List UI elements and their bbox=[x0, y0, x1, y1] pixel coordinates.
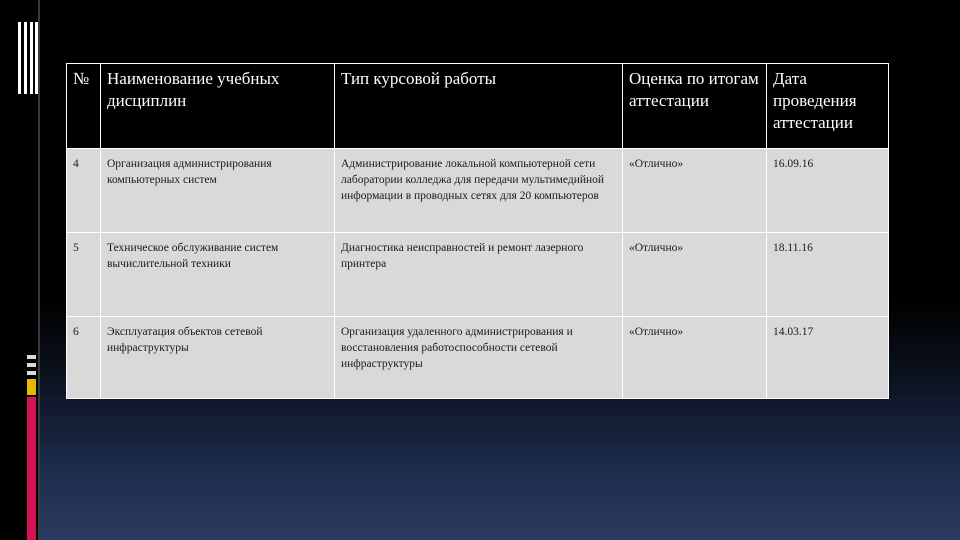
cell-number: 5 bbox=[67, 233, 101, 317]
cell-number: 6 bbox=[67, 317, 101, 399]
table-row bbox=[67, 149, 889, 233]
cell-work-type: Организация удаленного администрирования и восстановления работоспособности сетевой инфраструктуры bbox=[335, 317, 623, 399]
cell-discipline: Организация администрирования компьютерных систем bbox=[101, 149, 335, 233]
attestation-table bbox=[66, 63, 889, 399]
cell-date: 18.11.16 bbox=[767, 233, 889, 317]
cell-grade: «Отлично» bbox=[623, 317, 767, 399]
cell-date: 14.03.17 bbox=[767, 317, 889, 399]
cell-discipline: Эксплуатация объектов сетевой инфраструктуры bbox=[101, 317, 335, 399]
slide-left-border bbox=[38, 0, 40, 540]
decorative-stripes-top bbox=[18, 22, 38, 94]
cell-date: 16.09.16 bbox=[767, 149, 889, 233]
cell-discipline: Техническое обслуживание систем вычислительной техники bbox=[101, 233, 335, 317]
table-header-row bbox=[67, 64, 889, 149]
header-grade: Оценка по итогам аттестации bbox=[623, 64, 767, 149]
header-number: № bbox=[67, 64, 101, 149]
cell-grade: «Отлично» bbox=[623, 149, 767, 233]
header-discipline: Наименование учебных дисциплин bbox=[101, 64, 335, 149]
table-row bbox=[67, 233, 889, 317]
table-row bbox=[67, 317, 889, 399]
cell-number: 4 bbox=[67, 149, 101, 233]
cell-work-type: Администрирование локальной компьютерной сети лаборатории колледжа для передачи мультимедийной информации в проводных сетях для 20 компьютеров bbox=[335, 149, 623, 233]
decorative-color-bar bbox=[27, 355, 36, 540]
header-date: Дата проведения аттестации bbox=[767, 64, 889, 149]
cell-work-type: Диагностика неисправностей и ремонт лазерного принтера bbox=[335, 233, 623, 317]
cell-grade: «Отлично» bbox=[623, 233, 767, 317]
header-work-type: Тип курсовой работы bbox=[335, 64, 623, 149]
